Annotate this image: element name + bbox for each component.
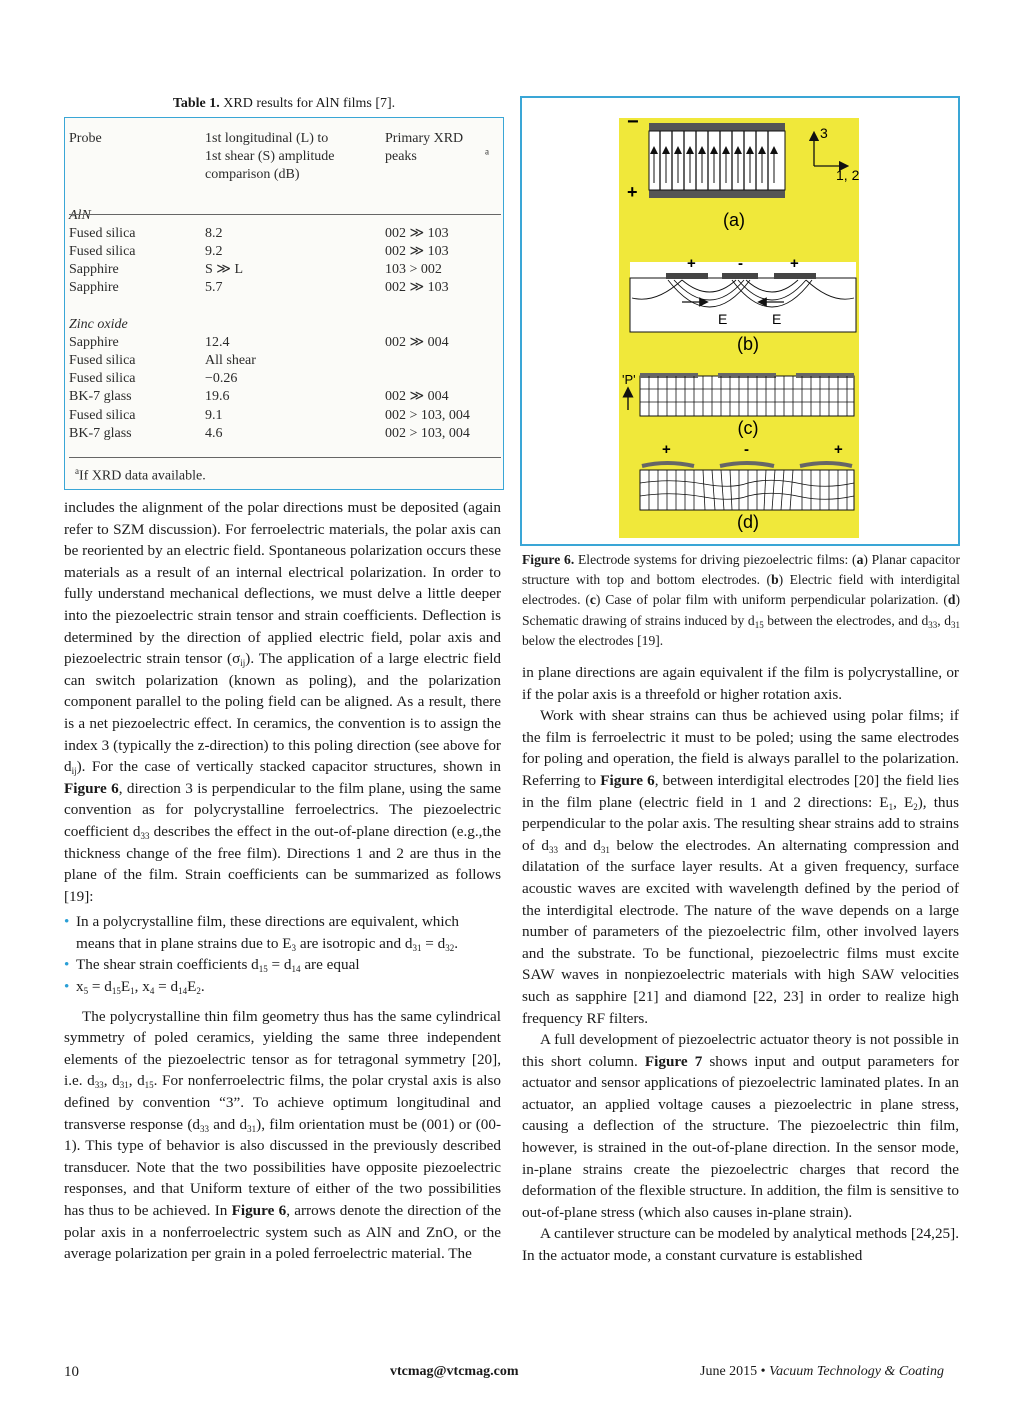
table-row: Fused silica 8.2 002 ≫ 103 bbox=[69, 225, 449, 241]
label-c: (c) bbox=[737, 418, 759, 438]
header-probe: Probe bbox=[69, 131, 102, 146]
plus-label: + bbox=[790, 255, 799, 272]
strain-list bbox=[64, 911, 501, 997]
paragraph: A full development of piezoelectric actuator theory is not possible in this short column. Figure 7 shows input and output parameters for actuator and sensor applications of piezoelectric laminated plates. In an actuator, an applied voltage causes a piezoelectric in plane stress, causing a deflection of the structure. The piezoelectric thin film, however, is strained in the out-of-plane direction. In the sensor mode, in-plane strains create the piezoelectric charges that record the deformation of the flexible structure. In addition, the film is sensitive to out-of-plane stress (which also causes in-plane strain). bbox=[522, 1031, 960, 1221]
minus-label: - bbox=[738, 255, 743, 272]
minus-label: − bbox=[627, 111, 639, 133]
plus-label: + bbox=[834, 441, 843, 458]
table-rule bbox=[69, 214, 501, 215]
table-row: Fused silica 9.2 002 ≫ 103 bbox=[69, 244, 449, 260]
e-field-label: E bbox=[772, 311, 782, 327]
table-caption: Table 1. XRD results for AlN films [7]. bbox=[172, 96, 396, 111]
polarization-label: 'P' bbox=[622, 372, 636, 387]
e-field-label: E bbox=[718, 311, 728, 327]
paragraph: in plane directions are again equivalent if the film is polycrystalline, or if the polar axis is a threefold or higher rotation axis. bbox=[522, 664, 959, 703]
xrd-table bbox=[69, 130, 499, 443]
table-row: Sapphire 12.4 002 ≫ 004 bbox=[69, 334, 449, 350]
label-d: (d) bbox=[737, 512, 759, 532]
table-1 bbox=[64, 117, 504, 490]
table-row: Sapphire 5.7 002 ≫ 103 bbox=[69, 280, 449, 296]
header-xrd-peaks: Primary XRD peaks $^a$ bbox=[385, 131, 489, 165]
minus-label: - bbox=[744, 441, 749, 458]
paragraph: includes the alignment of the polar directions must be deposited (again refer to SZM discussion). For ferroelectric materials, the polar axis can be reoriented by an electric field. Spontaneous polarization occurs these materials as a result of an internal electrical polarization. In order to fully understand mechanical deflections, we must delve a little deeper into the piezoelectric strain tensor and strain coefficients. Deflection is determined by the direction of applied electric field, polar axis and piezoelectric strain tensor $(\sigma_{ij})$. The application of a large electric field can switch polarization (known as poling), and the polarization component parallel to the poling field can be aligned. As a result, there is a net piezoelectric effect. In ceramics, the convention is to assign the index 3 (typically the z-direction) to this poling direction (see above for $d_{ij}$). For the case of vertically stacked capacitor structures, shown in Figure 6, direction 3 is perpendicular to the film plane, using the same convention as for polycrystalline ferroelectrics. The piezoelectric coefficient $d_{33}$ describes the effect in the out-of-plane direction (e.g.,the thickness change of the free film). Directions 1 and 2 are thus in the plane of the film. Strain coefficients can be summarized as follows [19]: bbox=[64, 499, 502, 905]
table-row: BK-7 glass 4.6 002 > 103, 004 bbox=[69, 425, 470, 441]
paragraph: Work with shear strains can thus be achieved using polar films; if the film is ferroelectric it must to be poled; using the same electrodes for poling and operation, the field is always parallel to the polarization. Referring to Figure 6, between interdigital electrodes [20] the field lies in the film plane (electric field in 1 and 2 directions: $E_1$, $E_2$), thus perpendicular to the polar axis. The resulting shear strains add to strains of $d_{33}$ and $d_{31}$ below the electrodes. An alternating compression and dilatation of the surface layer results. At a given frequency, surface acoustic waves are excited with wavelength defined by the period of the interdigital electrode. The nature of the wave depends on a large number of parameters of the piezoelectric film, other involved layers and the substrate. To be functional, piezoelectric films must excite SAW waves in nonpiezoelectric materials with high SAW velocities such as sapphire [21] and diamond [22, 23] in order to realize high frequency RF filters. bbox=[522, 707, 960, 1027]
plus-label: + bbox=[662, 441, 671, 458]
group-zinc-oxide: Zinc oxide bbox=[69, 316, 128, 332]
table-rule bbox=[69, 457, 501, 458]
figure-6-diagram bbox=[522, 98, 958, 544]
list-item: • $x_5 = d_{15}E_1$, $x_4 = d_{14}E_2$. bbox=[64, 976, 501, 998]
group-aln: AlN bbox=[69, 207, 91, 223]
table-row: Fused silica −0.26 bbox=[69, 371, 238, 387]
plus-label: + bbox=[687, 255, 696, 272]
figure-6-caption: Figure 6. Electrode systems for driving piezoelectric films: (a) Planar capacitor structure with top and bottom electrodes. (b) Electric field with interdigital electrodes. (c) Case of polar film with uniform perpendicular polarization. (d) Schematic drawing of strains induced by $d_{15}$ between the electrodes, and $d_{33}$, $d_{31}$ below the electrodes [19]. bbox=[522, 552, 961, 648]
table-row: BK-7 glass 19.6 002 ≫ 004 bbox=[69, 389, 449, 405]
table-row: Fused silica 9.1 002 > 103, 004 bbox=[69, 407, 470, 423]
label-b: (b) bbox=[737, 334, 759, 354]
footer-journal: June 2015 • Vacuum Technology & Coating bbox=[700, 1364, 944, 1379]
footer-email: vtcmag@vtcmag.com bbox=[390, 1364, 519, 1379]
figure-6 bbox=[520, 96, 960, 546]
page-number: 10 bbox=[64, 1364, 79, 1380]
paragraph: A cantilever structure can be modeled by analytical methods [24,25]. In the actuator mode, a constant curvature is established bbox=[522, 1225, 959, 1265]
table-row: Sapphire S ≫ L 103 > 002 bbox=[69, 262, 442, 278]
left-column bbox=[64, 497, 501, 1265]
axis-3-label: 3 bbox=[820, 125, 828, 141]
paragraph: The polycrystalline thin film geometry thus has the same cylindrical symmetry of poled ceramics, yielding the same three independent elements of the piezoelectric tensor as for tetragonal symmetry [20], i.e. $d_{33}$, $d_{31}$, $d_{15}$. For nonferroelectric films, the polar crystal axis is also defined by convention “3”. To achieve optimum longitudinal and transverse response ($d_{33}$ and $d_{31}$), film orientation must be (001) or (00-1). This type of behavior is also discussed in the previously described transducer. Note that the two possibilities have opposite piezoelectric responses, and that Uniform texture of either of the two possibilities has thus to be achieved. In Figure 6, arrows denote the direction of the polar axis in a nonferroelectric system such as AlN and ZnO, or the average polarization per grain in a poled ferroelectric material. The bbox=[64, 1007, 502, 1263]
axis-12-label: 1, 2 bbox=[836, 167, 860, 183]
list-item: • The shear strain coefficients $d_{15} = d_{14}$ are equal bbox=[64, 954, 501, 976]
table-row: Fused silica All shear bbox=[69, 353, 256, 369]
table-header-row bbox=[69, 130, 499, 185]
list-item: • In a polycrystalline film, these directions are equivalent, which means that in plane strains due to $E_3$ are isotropic and $d_{31} = d_{32}$. bbox=[64, 911, 501, 954]
plus-label: + bbox=[627, 182, 638, 202]
table-footnote: $^a$If XRD data available. bbox=[75, 466, 206, 484]
header-amplitude: 1st longitudinal (L) to 1st shear (S) amplitude comparison (dB) bbox=[205, 131, 335, 183]
label-a: (a) bbox=[723, 210, 745, 230]
right-column bbox=[522, 662, 959, 1267]
